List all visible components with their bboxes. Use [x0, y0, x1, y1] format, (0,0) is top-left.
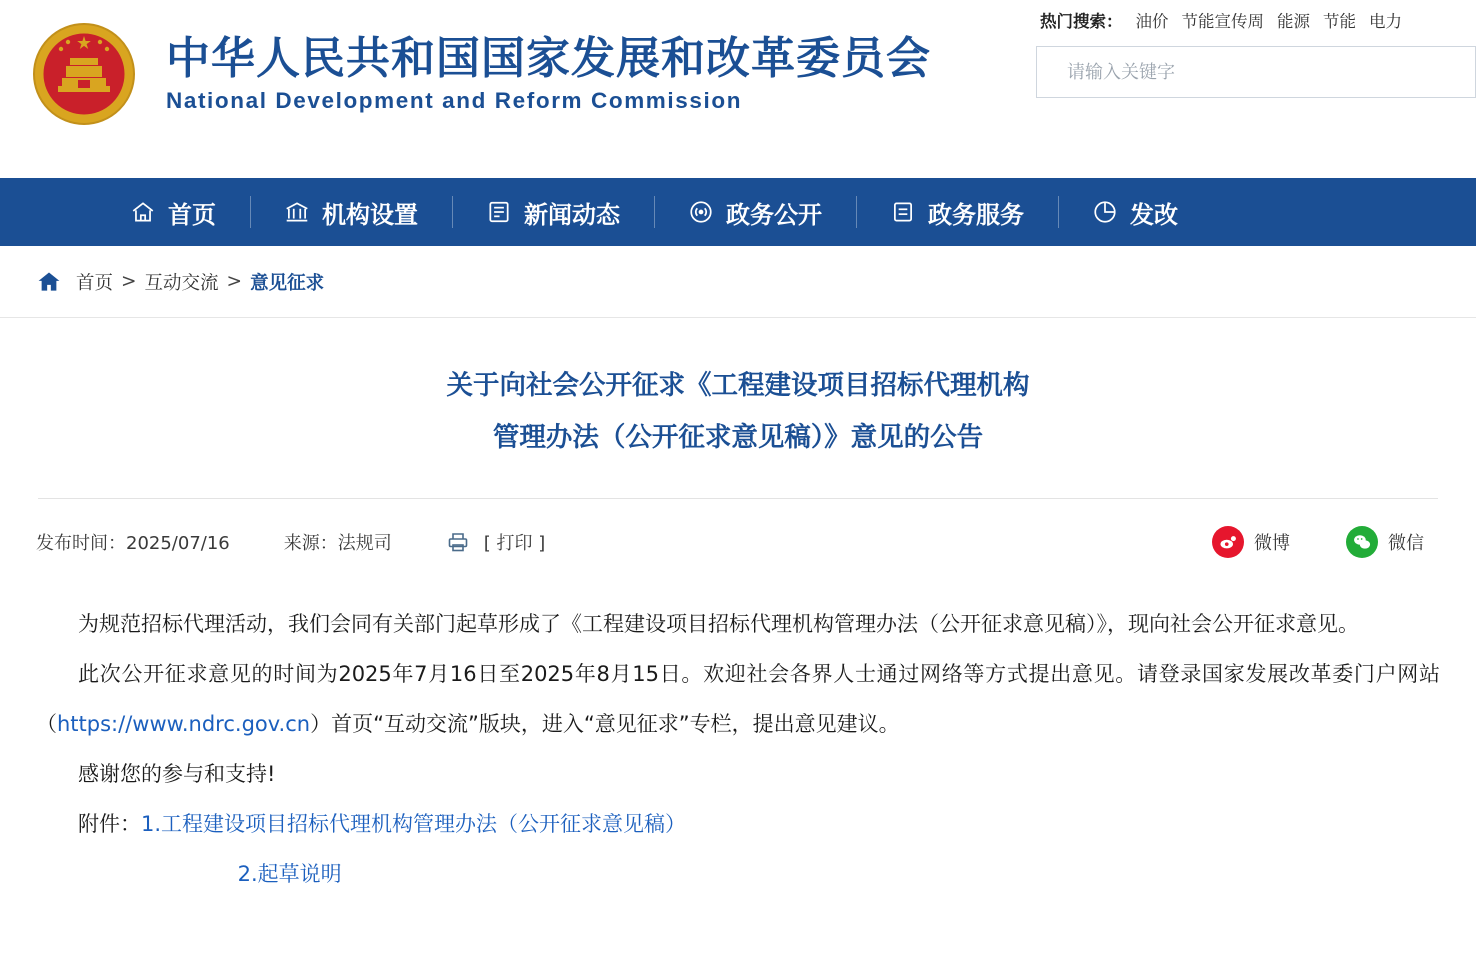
brand-title-en: National Development and Reform Commission: [166, 88, 743, 114]
hot-keyword-2[interactable]: 能源: [1277, 13, 1310, 31]
hot-search-label: 热门搜索：: [1040, 13, 1123, 31]
nav-label-home: 首页: [168, 200, 216, 229]
site-brand[interactable]: [0, 0, 931, 130]
weibo-icon: [1212, 526, 1244, 558]
search-area: [1036, 8, 1476, 98]
site-header: [0, 0, 1476, 178]
page-title-line2: 管理办法（公开征求意见稿）》意见的公告: [492, 422, 984, 453]
share-weibo[interactable]: [1212, 526, 1290, 558]
wechat-icon: [1346, 526, 1378, 558]
brand-text: [166, 34, 931, 115]
attachment-list: [141, 799, 686, 899]
breadcrumb-sep-1: >: [121, 271, 137, 292]
attachment-item-1[interactable]: 1.工程建设项目招标代理机构管理办法（公开征求意见稿）: [141, 812, 687, 836]
breadcrumb-current: 意见征求: [250, 272, 325, 294]
news-icon: [486, 199, 512, 225]
share-group: [1156, 526, 1424, 558]
national-emblem: [28, 18, 140, 130]
hot-search-row: [1036, 8, 1476, 32]
source: [284, 529, 392, 555]
paragraph-2-post: ）首页“互动交流”版块，进入“意见征求”专栏，提出意见建议。: [310, 712, 900, 736]
broadcast-icon: [688, 199, 714, 225]
ndrc-website-link[interactable]: https://www.ndrc.gov.cn: [57, 712, 311, 736]
search-input[interactable]: [1037, 47, 1475, 97]
hot-keyword-4[interactable]: 电力: [1369, 13, 1402, 31]
source-label: 来源：: [283, 533, 338, 554]
attachment-block: [36, 799, 1440, 899]
attachment-item-2[interactable]: 2.起草说明: [237, 862, 342, 886]
paragraph-2-pre: 此次公开征求意见的时间为2025年7月16日至2025年8月15日。欢迎社会各界人士通过网络等方式提出意见。请登录国家发展改革委门户网站（: [36, 662, 1440, 736]
nav-item-home[interactable]: [96, 192, 250, 232]
nav-label-government-disclosure: 政务公开: [726, 200, 822, 229]
source-value: 法规司: [337, 533, 392, 554]
breadcrumb-sep-2: >: [226, 271, 243, 292]
bank-icon: [284, 199, 310, 225]
article-meta: [36, 499, 1440, 585]
hot-keyword-0[interactable]: 油价: [1135, 13, 1169, 31]
article: [0, 318, 1476, 899]
nav-item-news[interactable]: [452, 192, 654, 232]
brand-title-cn: 中华人民共和国国家发展和改革委员会: [166, 32, 931, 84]
nav-label-reform: 发改: [1130, 200, 1178, 229]
article-paragraph-1: 为规范招标代理活动，我们会同有关部门起草形成了《工程建设项目招标代理机构管理办法（公开征求意见稿）》，现向社会公开征求意见。: [78, 612, 1359, 636]
pie-icon: [1092, 199, 1118, 225]
nav-item-organization[interactable]: [250, 192, 452, 232]
search-box[interactable]: [1036, 46, 1476, 98]
publish-time-label: 发布时间：: [36, 533, 126, 554]
breadcrumb-bar: [0, 246, 1476, 318]
nav-item-government-disclosure[interactable]: [654, 192, 856, 232]
article-paragraph-3: 感谢您的参与和支持!: [78, 762, 276, 786]
main-nav: [0, 178, 1476, 246]
share-wechat-label: 微信: [1388, 533, 1424, 554]
article-body: [36, 585, 1440, 899]
publish-time: [36, 529, 230, 555]
attachment-label: 附件：: [78, 812, 141, 836]
article-paragraph-2: [36, 649, 1440, 749]
page-title-line1: 关于向社会公开征求《工程建设项目招标代理机构: [446, 370, 1030, 401]
breadcrumb: [36, 269, 324, 295]
nav-item-government-services[interactable]: [856, 192, 1058, 232]
nav-label-organization: 机构设置: [322, 200, 418, 229]
page-title: [36, 318, 1440, 498]
breadcrumb-level1[interactable]: 互动交流: [144, 272, 219, 294]
nav-label-news: 新闻动态: [524, 200, 620, 229]
share-weibo-label: 微博: [1254, 533, 1290, 554]
print-button[interactable]: [446, 529, 546, 555]
share-wechat[interactable]: [1346, 526, 1424, 558]
publish-time-value: 2025/07/16: [126, 533, 230, 554]
nav-item-reform[interactable]: [1058, 192, 1212, 232]
printer-icon: [446, 530, 470, 554]
document-icon: [890, 199, 916, 225]
hot-keyword-1[interactable]: 节能宣传周: [1181, 13, 1264, 31]
home-solid-icon: [36, 269, 62, 295]
nav-label-government-services: 政务服务: [928, 200, 1024, 229]
breadcrumb-home[interactable]: 首页: [76, 272, 114, 294]
hot-keyword-3[interactable]: 节能: [1323, 13, 1356, 31]
print-label: [ 打印 ]: [483, 533, 546, 554]
home-icon: [130, 199, 156, 225]
